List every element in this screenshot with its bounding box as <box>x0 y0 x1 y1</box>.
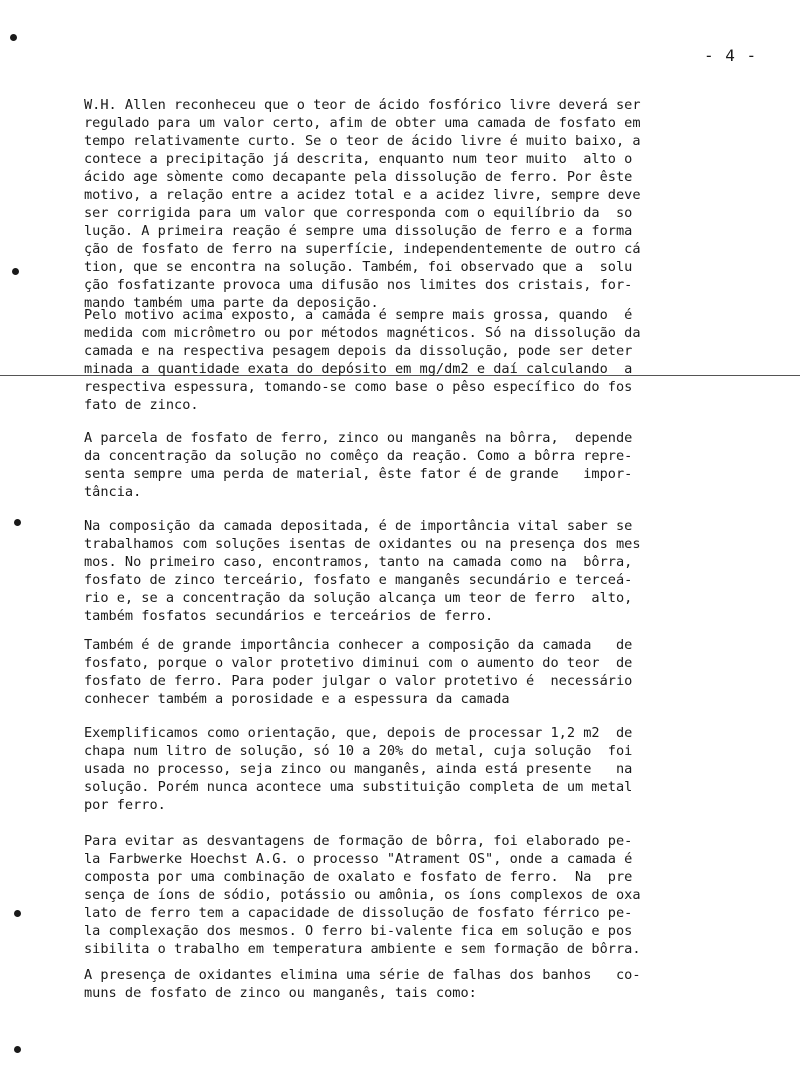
page-number: - 4 - <box>704 46 758 65</box>
punch-mark-lower <box>14 910 21 917</box>
punch-mark-middle <box>14 519 21 526</box>
paragraph-4: Na composição da camada depositada, é de importância vital saber se trabalhamos com soluções isentas de oxidantes ou na presença dos mes mos. No primeiro caso, encontramos, tanto na camada como na bôrra, fosfato de zinco terceário, fosfato e manganês secundário e terceá- rio e, se a concentração da solução alcança um teor de ferro alto, também fosfatos secundários e terceários de ferro. <box>84 518 641 624</box>
paragraph-7: Para evitar as desvantagens de formação de bôrra, foi elaborado pe- la Farbwerke Hoechst A.G. o processo "Atrament OS", onde a camada é composta por uma combinação de oxalato e fosfato de ferro. Na pre sença de íons de sódio, potássio ou amônia, os íons complexos de oxa lato de ferro tem a capacidade de dissolução de fosfato férrico pe- la complexação dos mesmos. O ferro bi-valente fica em solução e pos sibilita o trabalho em temperatura ambiente e sem formação de bôrra. <box>84 833 641 957</box>
paragraph-3: A parcela de fosfato de ferro, zinco ou manganês na bôrra, depende da concentração da solução no comêço da reação. Como a bôrra repre- senta sempre uma perda de material, êste fator é de grande impor- tância. <box>84 430 633 500</box>
paragraph-5: Também é de grande importância conhecer a composição da camada de fosfato, porque o valor protetivo diminui com o aumento do teor de fosfato de ferro. Para poder julgar o valor protetivo é necessário conhecer também a porosidade e a espessura da camada <box>84 637 633 707</box>
paragraph-6: Exemplificamos como orientação, que, depois de processar 1,2 m2 de chapa num litro de solução, só 10 a 20% do metal, cuja solução foi usada no processo, seja zinco ou manganês, ainda está presente na solução. Porém nunca acontece uma substituição completa de um metal por ferro. <box>84 725 633 813</box>
punch-mark-bottom <box>14 1046 21 1053</box>
punch-mark-top <box>10 34 17 41</box>
paragraph-8: A presença de oxidantes elimina uma série de falhas dos banhos co- muns de fosfato de zinco ou manganês, tais como: <box>84 967 641 1001</box>
punch-mark-upper <box>12 268 19 275</box>
paragraph-2: Pelo motivo acima exposto, a camada é sempre mais grossa, quando é medida com micrômetro ou por métodos magnéticos. Só na dissolução da camada e na respectiva pesagem depois da dissolução, pode ser deter minada a quantidade exata do depósito em mg/dm2 e daí calculando a respectiva espessura, tomando-se como base o pêso específico do fos fato de zinco. <box>84 307 641 413</box>
paragraph-1: W.H. Allen reconheceu que o teor de ácido fosfórico livre deverá ser regulado para um valor certo, afim de obter uma camada de fosfato em tempo relativamente curto. Se o teor de ácido livre é muito baixo, a contece a precipitação já descrita, enquanto num teor muito alto o ácido age sòmente como decapante pela dissolução de ferro. Por êste motivo, a relação entre a acidez total e a acidez livre, sempre deve ser corrigida para um valor que corresponda com o equilíbrio da so lução. A primeira reação é sempre uma dissolução de ferro e a forma ção de fosfato de ferro na superfície, independentemente de outro cá tion, que se encontra na solução. Também, foi observado que a solu ção fosfatizante provoca uma difusão nos limites dos cristais, for- mando também uma parte da deposição. <box>84 97 641 311</box>
